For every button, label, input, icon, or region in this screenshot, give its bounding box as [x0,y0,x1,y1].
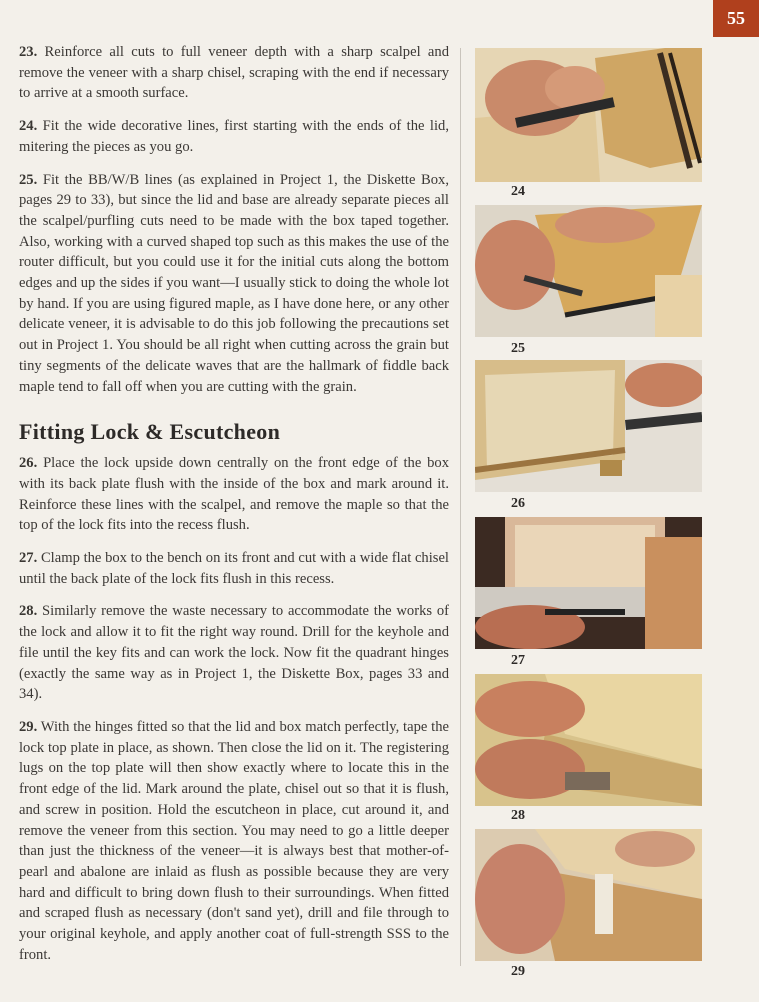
photo-figure-27 [475,517,702,649]
step-25 [19,170,449,398]
step-24 [19,116,449,157]
photo-figure-29 [475,829,702,961]
section-heading: Fitting Lock & Escutcheon [19,419,281,445]
photo-figure-25 [475,205,702,337]
step-text: Reinforce all cuts to full veneer depth with a sharp scalpel and remove the veneer with a sharp chisel, scraping with the end if necessary to arrive at a smooth surface. [19,44,449,102]
figure-caption-28: 28 [511,808,525,823]
step-number: 26. [19,455,38,472]
step-27 [19,548,449,589]
step-29 [19,717,449,965]
step-26 [19,453,449,536]
step-number: 28. [19,603,38,620]
step-text: Fit the BB/W/B lines (as explained in Project 1, the Diskette Box, pages 29 to 33), but since the lid and base are already separate pieces all the scalpel/purfling cuts need to be made with the box taped together. Also, working with a curved shaped top such as this makes the use of the router difficult, but you could use it for the initial cuts along the bottom edges and up the sides if you want—I usually stick to doing the whole lot by hand. If you are using figured maple, as I have done here, or any other delicate veneer, it is advisable to do this job following the precautions set out in Project 1. You should be all right when cutting across the grain but tiny segments of the delicate waves that are the hallmark of fiddle back maple tend to fall off when you are cutting with the grain. [19,171,449,395]
step-text: Similarly remove the waste necessary to accommodate the works of the lock and allow it to fit the right way round. Drill for the keyhole and file until the key fits and can work the lock. Now fit the quadrant hinges (exactly the same way as in Project 1, the Diskette Box, pages 33 and 34). [19,603,449,703]
step-text: Clamp the box to the bench on its front and cut with a wide flat chisel until the back plate of the lock fits flush in this recess. [19,550,449,587]
step-text: With the hinges fitted so that the lid and box match perfectly, tape the lock top plate in place, as shown. Then close the lid on it. The registering lugs on the top plate will then show exactly where to locate this in the front edge of the lid. Mark around the plate, chisel out so that it is flush, and screw in position. Hold the escutcheon in place, cut around it, and remove the veneer from this section. You may need to go a little deeper than just the thickness of the veneer—it is always best that mother-of-pearl and abalone are inlaid as flush as possible because they are very hard and difficult to bring down flush to their surroundings. When fitted and scraped flush as necessary (don't sand yet), drill and file through to your original keyhole, and apply another coat of full-strength SSS to the front. [19,718,449,963]
figure-caption-26: 26 [511,496,525,511]
step-number: 23. [19,44,38,60]
step-28 [19,601,449,705]
photo-figure-26 [475,360,702,492]
step-number: 27. [19,550,38,567]
photo-figure-24 [475,48,702,182]
page-number-tab [713,0,759,37]
figure-caption-27: 27 [511,653,525,668]
step-number: 25. [19,171,38,188]
step-23 [19,42,449,104]
step-number: 24. [19,118,38,135]
step-number: 29. [19,718,38,735]
step-text: Fit the wide decorative lines, first starting with the ends of the lid, mitering the pieces as you go. [19,118,449,155]
figure-caption-24: 24 [511,184,525,199]
figure-caption-25: 25 [511,341,525,356]
photo-figure-28 [475,674,702,806]
column-divider [460,48,461,966]
step-text: Place the lock upside down centrally on the front edge of the box with its back plate flush with the inside of the box and mark around it. Reinforce these lines with the scalpel, and remove the maple so that the top of the lock fits into the recess flush. [19,455,450,534]
page-number: 55 [727,8,745,28]
figure-caption-29: 29 [511,964,525,979]
body-text-column [19,42,449,977]
